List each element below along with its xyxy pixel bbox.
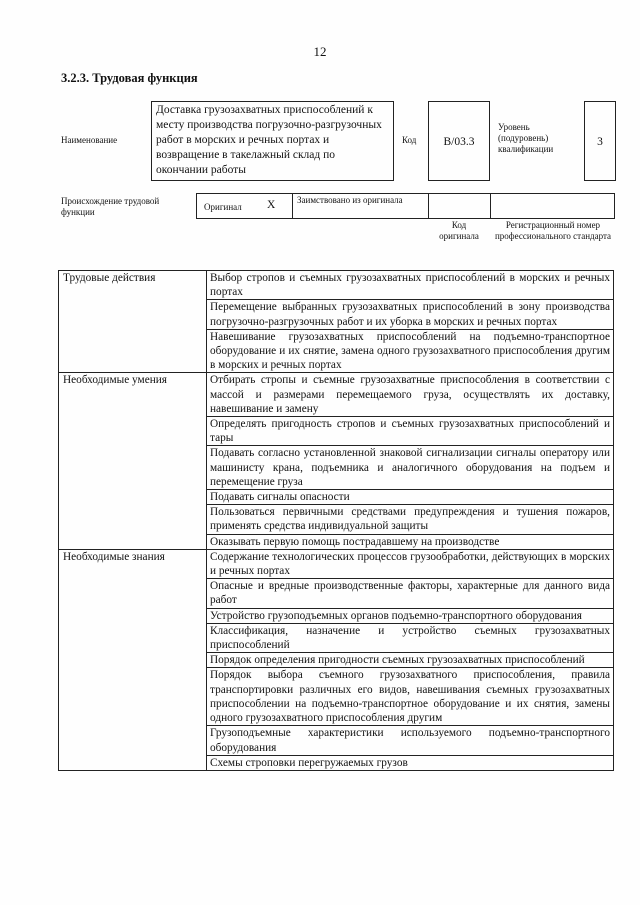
code-label: Код [402, 135, 417, 145]
origin-label: Происхождение трудовой функции [61, 196, 160, 217]
code-value: B/03.3 [443, 136, 475, 148]
function-name: Доставка грузозахватных приспособлений к месту производства погрузочно-разгрузочных работ в морских и речных портах и возвращение в такелажный склад по окончании работы [156, 104, 382, 176]
level-label: Уровень (подуровень) квалификации [498, 122, 554, 154]
table-cell: Выбор стропов и съемных грузозахватных приспособлений в морских и речных портах [207, 271, 614, 300]
table-cell: Подавать согласно установленной знаковой сигнализации сигналы оператору или машинисту крана, подъемника и аналогичного оборудования на подъем и перемещение груза [207, 446, 614, 490]
origin-box [196, 193, 615, 219]
origin-divider-1 [292, 193, 293, 219]
table-cell: Порядок выбора съемного грузозахватного приспособления, правила транспортировки различных его видов, навешивания съемных грузозахватных приспособлении на подъемно-транспортное оборудование и их снятия, замены одного грузозахватного приспособления другим [207, 668, 614, 726]
code-box [428, 101, 490, 181]
original-mark: X [267, 199, 276, 211]
level-box [584, 101, 616, 181]
table-cell: Подавать сигналы опасности [207, 490, 614, 505]
borrowed-label: Заимствовано из оригинала [297, 195, 403, 205]
table-cell: Опасные и вредные производственные факторы, характерные для данного вида работ [207, 579, 614, 608]
code-original-caption: Код оригинала [439, 220, 479, 241]
origin-divider-2 [428, 193, 429, 219]
table-cell: Оказывать первую помощь пострадавшему на производстве [207, 534, 614, 549]
table-row [59, 549, 614, 578]
table-cell: Грузоподъемные характеристики используемого подъемно-транспортного оборудования [207, 726, 614, 755]
table-cell: Устройство грузоподъемных органов подъемно-транспортного оборудования [207, 608, 614, 623]
page-number: 12 [313, 44, 327, 59]
table-cell: Отбирать стропы и съемные грузозахватные приспособления в соответствии с массой и размерами перемещаемого груза, осуществлять их доставку, навешивание и замену [207, 373, 614, 417]
section-label-skills: Необходимые умения [59, 373, 207, 549]
table-cell: Содержание технологических процессов грузообработки, действующих в морских и речных портах [207, 549, 614, 578]
table-cell: Определять пригодность стропов и съемных грузозахватных приспособлений и тары [207, 417, 614, 446]
original-label: Оригинал [204, 202, 242, 212]
function-table [58, 270, 614, 771]
table-cell: Классификация, назначение и устройство съемных грузозахватных приспособлений [207, 623, 614, 652]
name-label: Наименование [61, 135, 118, 145]
level-value: 3 [597, 136, 603, 148]
origin-divider-3 [490, 193, 491, 219]
function-name-box [151, 101, 394, 181]
table-cell: Навешивание грузозахватных приспособлений на подъемно-транспортное оборудование и их снятие, замена одного грузозахватного приспособления другим в морских и речных портах [207, 329, 614, 373]
table-cell: Порядок определения пригодности съемных грузозахватных приспособлений [207, 653, 614, 668]
reg-number-caption: Регистрационный номер профессионального стандарта [494, 220, 612, 241]
section-title: 3.2.3. Трудовая функция [61, 71, 198, 85]
section-label-actions: Трудовые действия [59, 271, 207, 373]
table-cell: Схемы строповки перегружаемых грузов [207, 755, 614, 770]
table-row [59, 373, 614, 417]
table-row [59, 271, 614, 300]
table-cell: Перемещение выбранных грузозахватных приспособлений в зону производства погрузочно-разгрузочных работ и их уборка в морских и речных портах [207, 300, 614, 329]
table-cell: Пользоваться первичными средствами предупреждения и тушения пожаров, применять средства индивидуальной защиты [207, 505, 614, 534]
section-label-knowledge: Необходимые знания [59, 549, 207, 770]
